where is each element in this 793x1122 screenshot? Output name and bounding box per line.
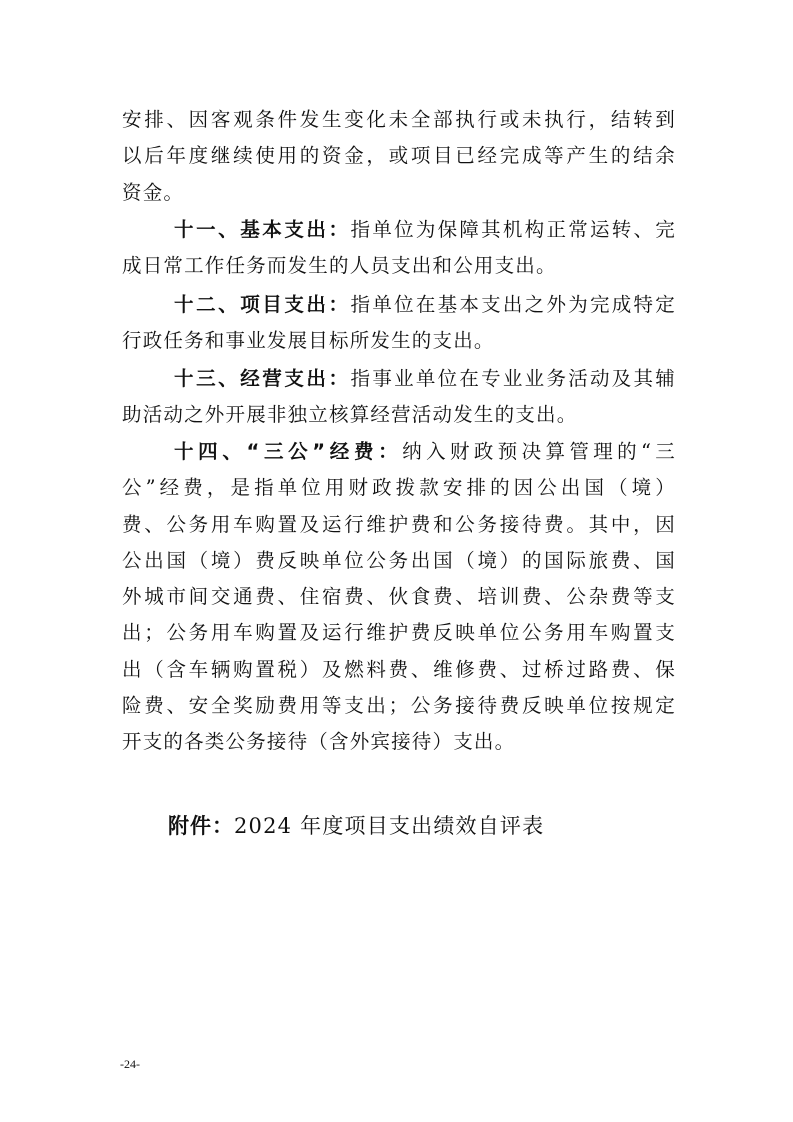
attachment-title: 2024 年度项目支出绩效自评表 (234, 814, 545, 838)
paragraph-operating-expenditure (122, 361, 676, 434)
text-line: 公”经费，是指单位用财政拨款安排的因公出国（境） (122, 476, 676, 500)
text-line: 公出国（境）费反映单位公务出国（境）的国际旅费、国 (122, 548, 676, 572)
text-line: 出；公务用车购置及运行维护费反映单位公务用车购置支 (122, 621, 676, 645)
text-line (122, 287, 676, 323)
section-text: 纳入财政预决算管理的“三 (402, 440, 676, 463)
text-line: 开支的各类公务接待（含外宾接待）支出。 (122, 730, 516, 754)
section-heading: 十二、项目支出： (174, 293, 351, 316)
text-line (122, 212, 676, 248)
section-text: 指单位在基本支出之外为完成特定 (350, 293, 676, 316)
section-heading: 十一、基本支出： (174, 218, 351, 241)
text-line: 助活动之外开展非独立核算经营活动发生的支出。 (122, 403, 578, 427)
text-line: 外城市间交通费、住宿费、伙食费、培训费、公杂费等支 (122, 585, 676, 609)
section-heading: 十四、“三公”经费： (174, 440, 403, 463)
paragraph-basic-expenditure (122, 212, 676, 285)
attachment-line (168, 810, 544, 840)
paragraph-project-expenditure (122, 287, 676, 360)
text-line: 安排、因客观条件发生变化未全部执行或未执行，结转到 (122, 108, 676, 131)
paragraph-three-public-expenses (122, 434, 676, 761)
paragraph-continuation (122, 102, 676, 211)
text-line: 出（含车辆购置税）及燃料费、维修费、过桥过路费、保 (122, 657, 676, 681)
section-text: 指事业单位在专业业务活动及其辅 (350, 367, 676, 390)
section-heading: 十三、经营支出： (174, 367, 351, 390)
text-line: 行政任务和事业发展目标所发生的支出。 (122, 329, 495, 353)
text-line (122, 434, 676, 470)
page-number: -24- (120, 1057, 140, 1071)
text-line: 以后年度继续使用的资金，或项目已经完成等产生的结余 (122, 144, 676, 168)
text-line: 险费、安全奖励费用等支出；公务接待费反映单位按规定 (122, 694, 676, 718)
attachment-label: 附件： (168, 814, 234, 838)
text-line: 资金。 (122, 180, 185, 204)
section-text: 指单位为保障其机构正常运转、完 (350, 218, 676, 241)
text-line (122, 361, 676, 397)
text-line: 费、公务用车购置及运行维护费和公务接待费。其中，因 (122, 512, 676, 536)
text-line: 成日常工作任务而发生的人员支出和公用支出。 (122, 254, 557, 278)
